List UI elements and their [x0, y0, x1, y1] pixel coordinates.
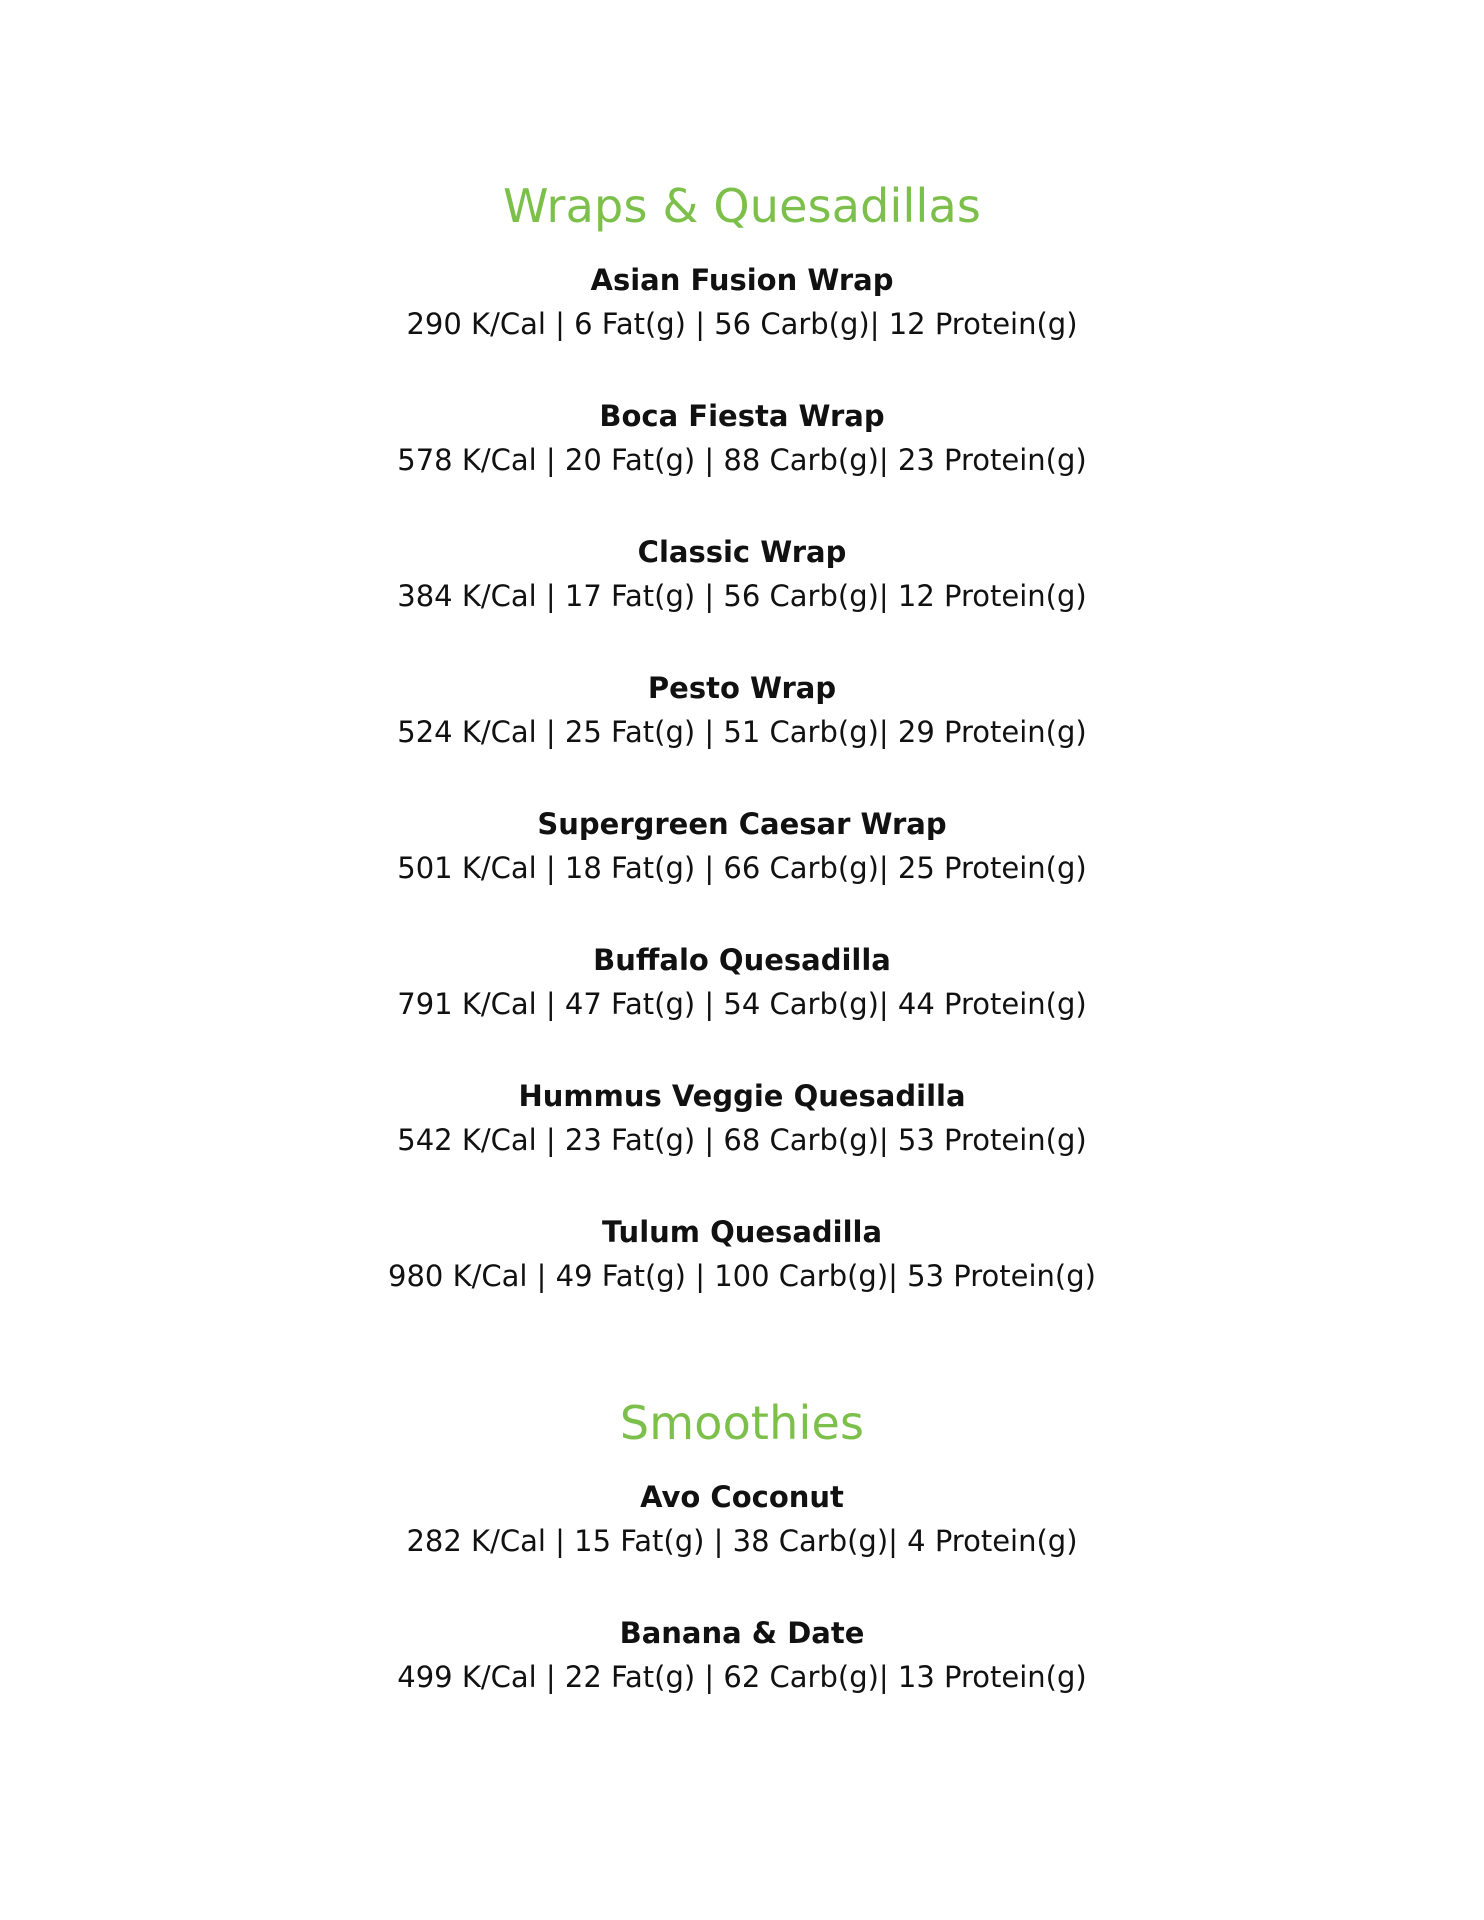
- menu-item: [0, 394, 1484, 482]
- item-name: Classic Wrap: [637, 535, 847, 569]
- menu-item: [0, 530, 1484, 618]
- item-name: Boca Fiesta Wrap: [599, 399, 885, 433]
- menu-item: [0, 1074, 1484, 1162]
- menu-item: [0, 1475, 1484, 1563]
- menu-item: [0, 1210, 1484, 1298]
- item-nutrition: 524 K/Cal | 25 Fat(g) | 51 Carb(g)| 29 Protein(g): [397, 715, 1087, 749]
- item-nutrition: 282 K/Cal | 15 Fat(g) | 38 Carb(g)| 4 Protein(g): [406, 1524, 1078, 1558]
- item-nutrition: 501 K/Cal | 18 Fat(g) | 66 Carb(g)| 25 Protein(g): [397, 851, 1087, 885]
- item-nutrition: 980 K/Cal | 49 Fat(g) | 100 Carb(g)| 53 Protein(g): [388, 1259, 1096, 1293]
- menu-item: [0, 258, 1484, 346]
- menu-item: [0, 802, 1484, 890]
- section-smoothies: [0, 1393, 1484, 1699]
- menu-item: [0, 1611, 1484, 1699]
- item-name: Buffalo Quesadilla: [593, 943, 891, 977]
- section-title: Wraps & Quesadillas: [502, 179, 982, 233]
- item-nutrition: 542 K/Cal | 23 Fat(g) | 68 Carb(g)| 53 Protein(g): [397, 1123, 1087, 1157]
- item-name: Avo Coconut: [640, 1480, 844, 1514]
- item-name: Hummus Veggie Quesadilla: [518, 1079, 966, 1113]
- item-nutrition: 499 K/Cal | 22 Fat(g) | 62 Carb(g)| 13 Protein(g): [397, 1660, 1087, 1694]
- item-name: Asian Fusion Wrap: [590, 263, 894, 297]
- item-name: Supergreen Caesar Wrap: [537, 807, 947, 841]
- section-title: Smoothies: [619, 1396, 865, 1450]
- item-name: Banana & Date: [619, 1616, 865, 1650]
- item-nutrition: 290 K/Cal | 6 Fat(g) | 56 Carb(g)| 12 Protein(g): [406, 307, 1078, 341]
- menu-item: [0, 938, 1484, 1026]
- section-wraps-quesadillas: [0, 176, 1484, 1298]
- menu-item: [0, 666, 1484, 754]
- item-nutrition: 791 K/Cal | 47 Fat(g) | 54 Carb(g)| 44 Protein(g): [397, 987, 1087, 1021]
- item-list: [0, 258, 1484, 1298]
- item-name: Pesto Wrap: [647, 671, 837, 705]
- item-nutrition: 578 K/Cal | 20 Fat(g) | 88 Carb(g)| 23 Protein(g): [397, 443, 1087, 477]
- item-list: [0, 1475, 1484, 1699]
- item-nutrition: 384 K/Cal | 17 Fat(g) | 56 Carb(g)| 12 Protein(g): [397, 579, 1087, 613]
- item-name: Tulum Quesadilla: [601, 1215, 883, 1249]
